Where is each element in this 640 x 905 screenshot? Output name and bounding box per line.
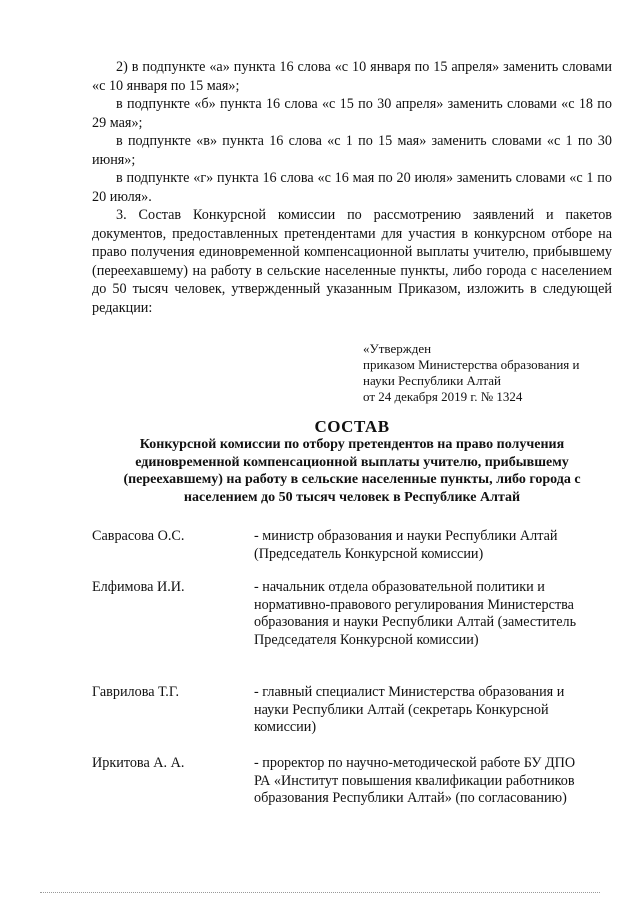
member-role: - проректор по научно-методической работе БУ ДПО РА «Институт повышения квалификации работников образования Республики Алтай» (по согласованию) xyxy=(254,755,576,806)
approval-line: «Утвержден xyxy=(363,341,432,356)
member-role: - министр образования и науки Республики Алтай (Председатель Конкурсной комиссии) xyxy=(254,528,558,562)
member-role: - главный специалист Министерства образования и науки Республики Алтай (секретарь Конкурсной комиссии) xyxy=(254,684,565,735)
approval-line: от 24 декабря 2019 г. № 1324 xyxy=(363,389,523,404)
amendment-paragraph: в подпункте «б» пункта 16 слова «с 15 по 30 апреля» заменить словами «с 18 по 29 мая»; xyxy=(92,96,612,131)
member-name: Елфимова И.И. xyxy=(92,579,185,595)
member-name: Саврасова О.С. xyxy=(92,528,185,544)
amendments-text xyxy=(92,58,612,317)
footer-divider xyxy=(40,892,600,893)
approval-stamp xyxy=(363,341,613,405)
document-title: СОСТАВ xyxy=(314,417,390,436)
amendment-paragraph: в подпункте «в» пункта 16 слова «с 1 по 15 мая» заменить словами «с 1 по 30 июня»; xyxy=(92,133,612,168)
member-role: - начальник отдела образовательной политики и нормативно-правового регулирования Министерства образования и науки Республики Алтай (заместитель Председателя Конкурсной комиссии) xyxy=(254,579,577,648)
approval-line: науки Республики Алтай xyxy=(363,373,501,388)
member-name: Иркитова А. А. xyxy=(92,755,185,771)
document-subtitle: Конкурсной комиссии по отбору претендентов на право получения единовременной компенсационной выплаты учителю, прибывшему (переехавшему) на работу в сельские населенные пункты, либо города с населением до 50 тысяч человек в Республике Алтай xyxy=(123,437,581,505)
amendment-paragraph: 3. Состав Конкурсной комиссии по рассмотрению заявлений и пакетов документов, предоставленных претендентами для участия в конкурсном отборе на право получения единовременной компенсационной выплаты учителю, прибывшему (переехавшему) на работу в сельские населенные пункты, либо города с населением до 50 тысяч человек, утвержденный указанным Приказом, изложить в следующей редакции: xyxy=(92,207,612,316)
amendment-paragraph: 2) в подпункте «а» пункта 16 слова «с 10 января по 15 апреля» заменить словами «с 10 января по 15 мая»; xyxy=(92,59,612,94)
member-name: Гаврилова Т.Г. xyxy=(92,684,179,700)
amendment-paragraph: в подпункте «г» пункта 16 слова «с 16 мая по 20 июля» заменить словами «с 1 по 20 июля». xyxy=(92,170,612,205)
approval-line: приказом Министерства образования и xyxy=(363,357,580,372)
